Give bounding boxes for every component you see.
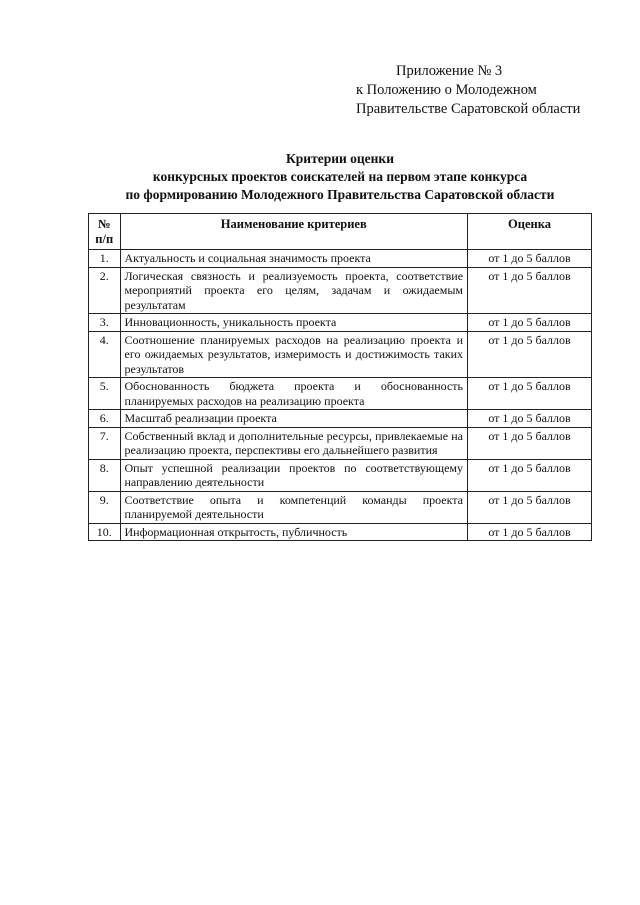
row-criterion: Опыт успешной реализации проектов по соответствующему направлению деятельности	[120, 459, 468, 491]
title-line-2: конкурсных проектов соискателей на первом этапе конкурса	[152, 169, 528, 184]
row-num: 8.	[89, 459, 121, 491]
appendix-number: Приложение № 3	[396, 63, 503, 79]
row-num: 4.	[89, 331, 121, 378]
table-row	[89, 267, 592, 314]
row-score: от 1 до 5 баллов	[468, 314, 592, 332]
row-num: 3.	[89, 314, 121, 332]
row-num: 2.	[89, 267, 121, 314]
appendix-reference	[356, 62, 616, 119]
row-criterion: Собственный вклад и дополнительные ресурсы, привлекаемые на реализацию проекта, перспективы его дальнейшего развития	[120, 427, 468, 459]
table-row	[89, 427, 592, 459]
row-num: 5.	[89, 378, 121, 410]
row-num: 10.	[89, 523, 121, 541]
table-row	[89, 459, 592, 491]
row-score: от 1 до 5 баллов	[468, 331, 592, 378]
row-criterion: Логическая связность и реализуемость проекта, соответствие мероприятий проекта его целям, задачам и ожидаемым результатам	[120, 267, 468, 314]
header-score: Оценка	[468, 214, 592, 250]
row-score: от 1 до 5 баллов	[468, 491, 592, 523]
table-row	[89, 331, 592, 378]
row-criterion: Соответствие опыта и компетенций команды проекта планируемой деятельности	[120, 491, 468, 523]
row-score: от 1 до 5 баллов	[468, 410, 592, 428]
row-num: 7.	[89, 427, 121, 459]
table-row	[89, 410, 592, 428]
row-num: 9.	[89, 491, 121, 523]
row-score: от 1 до 5 баллов	[468, 267, 592, 314]
row-criterion: Обоснованность бюджета проекта и обоснованность планируемых расходов на реализацию проекта	[120, 378, 468, 410]
row-score: от 1 до 5 баллов	[468, 523, 592, 541]
document-title	[90, 150, 590, 204]
row-criterion: Информационная открытость, публичность	[120, 523, 468, 541]
row-criterion: Инновационность, уникальность проекта	[120, 314, 468, 332]
table-row	[89, 250, 592, 268]
row-criterion: Соотношение планируемых расходов на реализацию проекта и его ожидаемых результатов, измеримость и достижимость таких результатов	[120, 331, 468, 378]
row-score: от 1 до 5 баллов	[468, 378, 592, 410]
appendix-government: Правительстве Саратовской области	[356, 101, 581, 117]
table-row	[89, 491, 592, 523]
criteria-table	[88, 213, 592, 541]
header-num: № п/п	[89, 214, 121, 250]
row-score: от 1 до 5 баллов	[468, 250, 592, 268]
row-criterion: Актуальность и социальная значимость проекта	[120, 250, 468, 268]
appendix-regulation: к Положению о Молодежном	[356, 82, 537, 98]
table-row	[89, 314, 592, 332]
title-line-1: Критерии оценки	[286, 151, 394, 166]
table-row	[89, 378, 592, 410]
table-row	[89, 523, 592, 541]
table-header-row	[89, 214, 592, 250]
title-line-3: по формированию Молодежного Правительства Саратовской области	[125, 187, 555, 202]
row-score: от 1 до 5 баллов	[468, 427, 592, 459]
header-name: Наименование критериев	[120, 214, 468, 250]
row-num: 6.	[89, 410, 121, 428]
row-score: от 1 до 5 баллов	[468, 459, 592, 491]
row-num: 1.	[89, 250, 121, 268]
row-criterion: Масштаб реализации проекта	[120, 410, 468, 428]
